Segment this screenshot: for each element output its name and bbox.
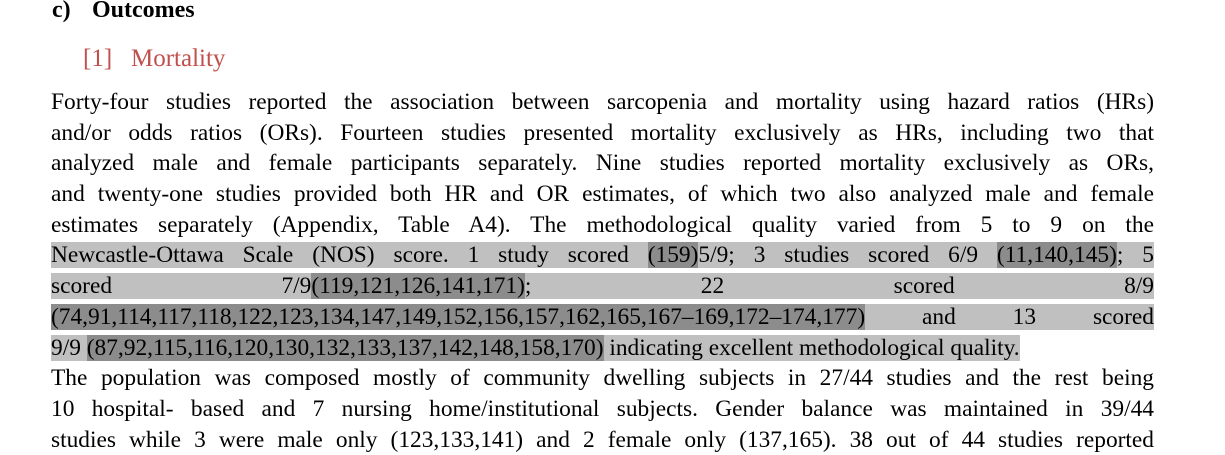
paragraph-line bbox=[51, 148, 1154, 179]
section-title: Outcomes bbox=[92, 0, 195, 23]
citation-ref: (11,140,145) bbox=[996, 242, 1117, 269]
highlighted-text: indicating excellent methodological quality. bbox=[603, 334, 1020, 361]
paragraph-line bbox=[51, 179, 1154, 210]
highlighted-text: scored 7/9 bbox=[51, 273, 312, 300]
paragraph-line bbox=[51, 425, 1154, 455]
paragraph-line bbox=[51, 394, 1154, 425]
highlighted-text: 5/9; 3 studies scored 6/9 bbox=[698, 242, 997, 269]
citation-ref: (87,92,115,116,120,130,132,133,137,142,148,158,170) bbox=[86, 334, 604, 361]
text-segment: analyzed male and female participants separately. Nine studies reported mortality exclusively as ORs, bbox=[51, 150, 1154, 177]
paragraph-line bbox=[51, 118, 1154, 149]
text-segment: and twenty-one studies provided both HR and OR estimates, of which two also analyzed male and female bbox=[51, 181, 1154, 208]
section-heading bbox=[52, 0, 195, 27]
subsection-title: Mortality bbox=[131, 45, 226, 72]
subsection-number: [1] bbox=[83, 45, 113, 72]
text-segment: estimates separately (Appendix, Table A4). The methodological quality varied from 5 to 9 on the bbox=[51, 211, 1154, 238]
paragraph-line bbox=[51, 333, 1154, 364]
text-segment: and/or odds ratios (ORs). Fourteen studies presented mortality exclusively as HRs, including two that bbox=[51, 119, 1154, 146]
body-paragraph bbox=[51, 87, 1154, 455]
paragraph-line bbox=[51, 363, 1154, 394]
highlighted-text: and 13 scored bbox=[865, 303, 1154, 330]
paragraph-line bbox=[51, 240, 1154, 271]
highlighted-text: Newcastle-Ottawa Scale (NOS) score. 1 study scored bbox=[51, 242, 648, 269]
paragraph-line bbox=[51, 210, 1154, 241]
citation-ref: (119,121,126,141,171) bbox=[311, 273, 525, 300]
highlighted-text: ; 22 scored 8/9 bbox=[524, 273, 1154, 300]
text-segment: The population was composed mostly of community dwelling subjects in 27/44 studies and the rest being bbox=[51, 365, 1154, 392]
highlighted-text: 9/9 bbox=[51, 334, 87, 361]
citation-ref: (74,91,114,117,118,122,123,134,147,149,152,156,157,162,165,167–169,172–174,177) bbox=[51, 303, 866, 330]
subsection-heading bbox=[83, 42, 225, 76]
text-segment: studies while 3 were male only (123,133,141) and 2 female only (137,165). 38 out of 44 studies reported bbox=[51, 426, 1154, 453]
paragraph-line bbox=[51, 302, 1154, 333]
section-number: c) bbox=[52, 0, 71, 23]
text-segment: 10 hospital- based and 7 nursing home/institutional subjects. Gender balance was maintained in 39/44 bbox=[51, 395, 1154, 422]
highlighted-text: ; 5 bbox=[1116, 242, 1154, 269]
citation-ref: (159) bbox=[647, 242, 699, 269]
paragraph-line bbox=[51, 271, 1154, 302]
paragraph-line bbox=[51, 87, 1154, 118]
text-segment: Forty-four studies reported the association between sarcopenia and mortality using hazard ratios (HRs) bbox=[51, 89, 1154, 115]
